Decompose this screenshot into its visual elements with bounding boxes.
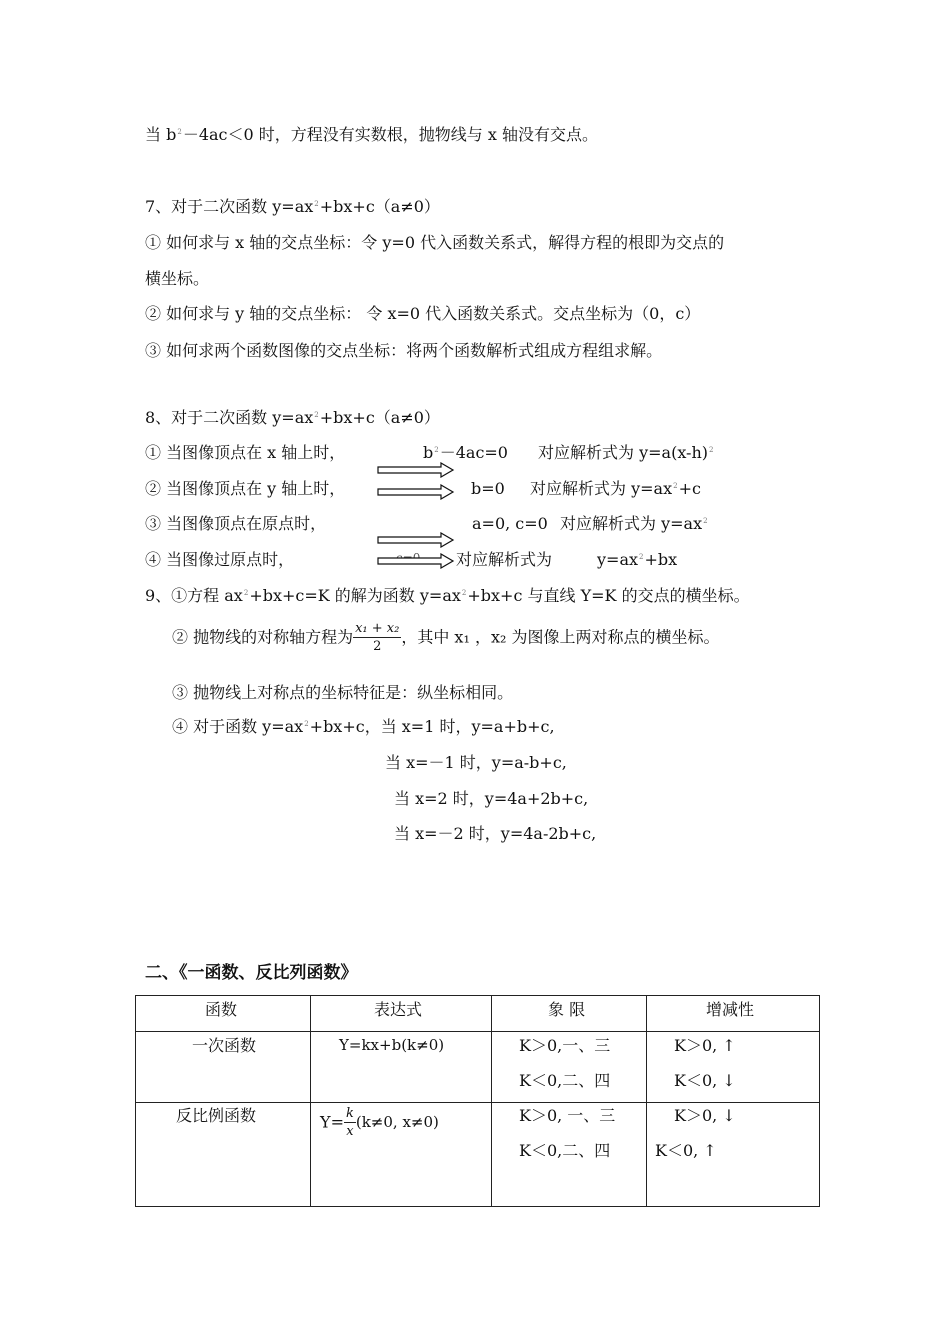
s9-case-3: 当 x=－2 时，y=4a-2b+c,	[394, 824, 597, 843]
s8-row-2-result: 对应解析式为 $y=ax^2+c$	[530, 479, 701, 498]
right-arrow-icon	[377, 532, 455, 548]
table-cell: K＜0, ↓	[674, 1071, 736, 1090]
section-7-title: 7、对于二次函数 $y=ax^2+bx+c(a\ne 0)$	[145, 197, 440, 216]
right-arrow-icon	[377, 462, 455, 478]
s9-case-2: 当 x=2 时，y=4a+2b+c,	[394, 789, 589, 808]
table-cell: K＜0, ↑	[655, 1141, 717, 1160]
s8-row-2-cond: b=0	[471, 479, 505, 498]
table-cell: K＞0, 一、三	[519, 1106, 616, 1125]
table-cell: K＜0,二、四	[519, 1071, 611, 1090]
s8-row-2-left: ② 当图像顶点在 y 轴上时，	[145, 479, 346, 498]
s7-item-2: ② 如何求与 y 轴的交点坐标： 令 x=0 代入函数关系式。交点坐标为（0，c）	[145, 304, 701, 323]
s9-item-4: ④ 对于函数 $y=ax^2+bx+c$，当 x=1 时，y=a+b+c,	[172, 717, 555, 736]
s9-item-1: 9、①方程 $ax^2+bx+c=K$ 的解为函数 $y=ax^2+bx+c$ 与直线 Y=K 的交点的横坐标。	[145, 586, 750, 605]
s8-row-1-cond: $b^2-4ac=0$	[423, 443, 508, 462]
s7-item-1: ① 如何求与 x 轴的交点坐标：令 y=0 代入函数关系式，解得方程的根即为交点的	[145, 233, 725, 252]
table-header: 象 限	[548, 1000, 586, 1019]
s8-row-1-result: 对应解析式为 $y=a(x-h)^2$	[538, 443, 714, 462]
table-cell: K＞0, ↓	[674, 1106, 736, 1125]
right-arrow-icon	[377, 553, 455, 569]
s8-row-3-result: 对应解析式为 $y=ax^2$	[560, 514, 708, 533]
table-cell: 一次函数	[192, 1036, 257, 1055]
right-arrow-icon	[377, 484, 455, 500]
table-cell: Y=kx+b(k≠0)	[339, 1036, 445, 1054]
s8-row-3-cond: a=0, c=0	[472, 514, 548, 533]
s9-case-1: 当 x=－1 时，y=a-b+c,	[385, 753, 567, 772]
s8-row-4-result: 对应解析式为	[456, 550, 553, 569]
fraction: $\frac{k}{x}$	[345, 1106, 354, 1139]
s7-item-3: ③ 如何求两个函数图像的交点坐标：将两个函数解析式组成方程组求解。	[145, 341, 663, 360]
table-cell: K＞0, ↑	[674, 1036, 736, 1055]
s8-row-4-left: ④ 当图像过原点时，	[145, 550, 295, 569]
table-cell: K＞0,一、三	[519, 1036, 611, 1055]
function-table	[135, 995, 820, 1207]
section-2-title: 二、《一函数、反比列函数》	[145, 963, 358, 983]
s9-item-2: ② 抛物线的对称轴方程为 $\frac{\text{x₁ + x₂}}{2}$ ，其中 x₁ ，x₂ 为图像上两对称点的横坐标。	[172, 621, 720, 654]
s9-item-3: ③ 抛物线上对称点的坐标特征是：纵坐标相同。	[172, 683, 514, 702]
table-cell: Y= $\frac{k}{x}$ (k≠0, x≠0)	[320, 1106, 439, 1139]
section-8-title: 8、对于二次函数 $y=ax^2+bx+c(a\ne 0)$	[145, 408, 440, 427]
s7-item-1-cont: 横坐标。	[145, 269, 210, 288]
table-cell: K＜0,二、四	[519, 1141, 611, 1160]
table-header: 函数	[205, 1000, 238, 1019]
fraction: $\frac{\text{x₁ + x₂}}{2}$	[355, 621, 400, 654]
s8-row-3-left: ③ 当图像顶点在原点时，	[145, 514, 327, 533]
table-header: 表达式	[374, 1000, 423, 1019]
s8-row-1-left: ① 当图像顶点在 x 轴上时，	[145, 443, 346, 462]
text-line: 当 $b^2-4ac<0$ 时，方程没有实数根，抛物线与 x 轴没有交点。	[145, 125, 598, 144]
s8-row-4-formula: $y=ax^2+bx$	[597, 550, 678, 569]
table-cell: 反比例函数	[176, 1106, 257, 1125]
table-header: 增减性	[706, 1000, 755, 1019]
